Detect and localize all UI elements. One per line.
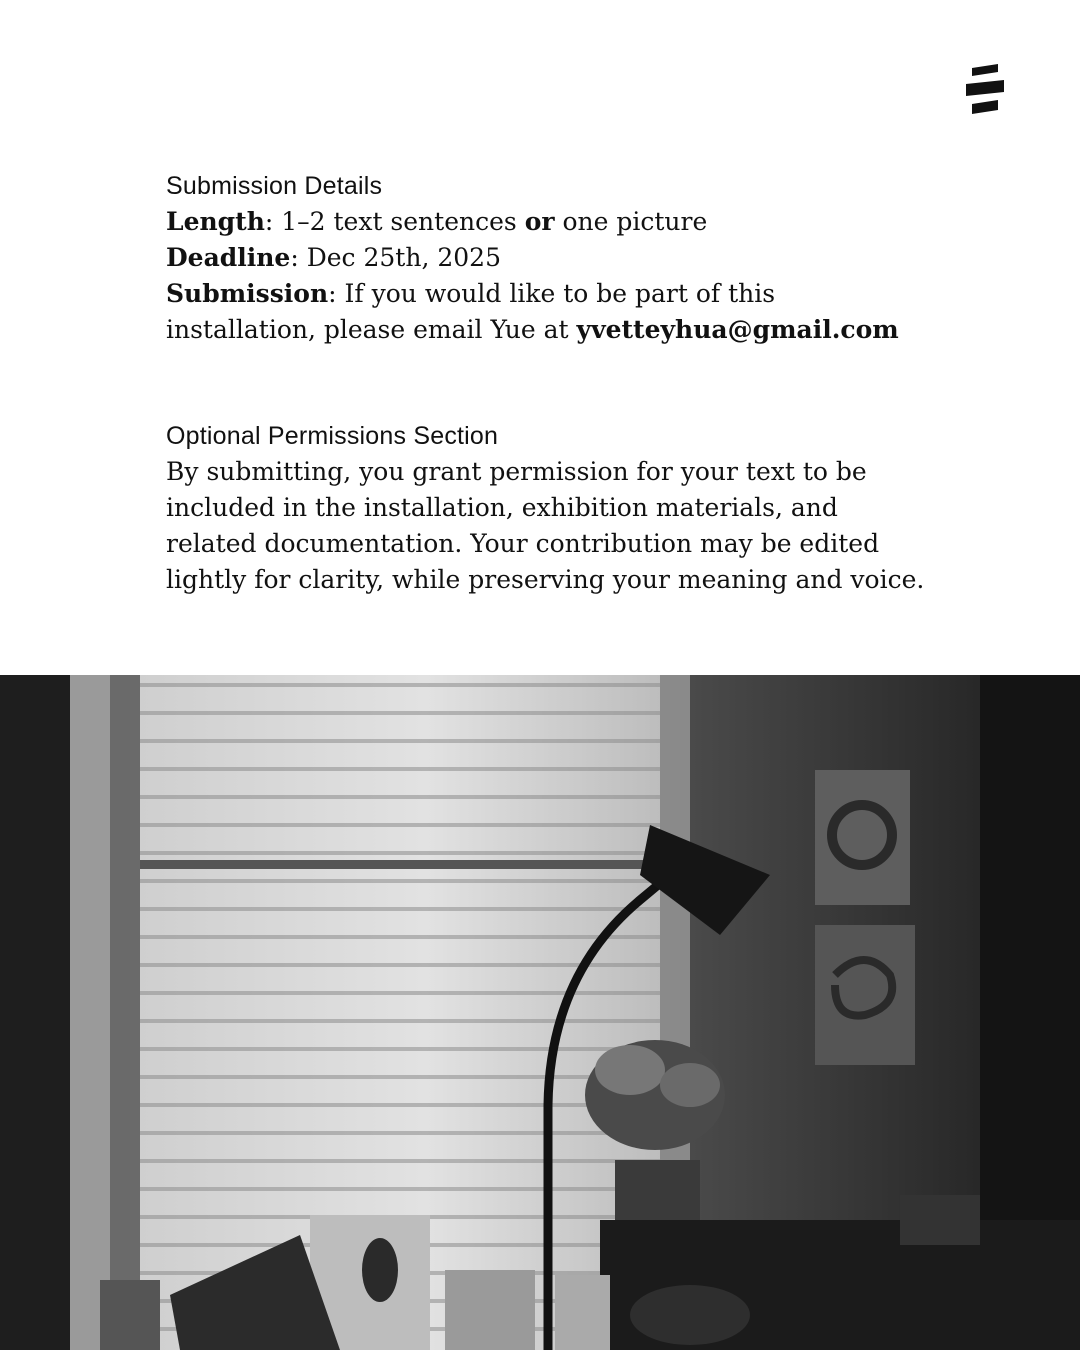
blind-rail [140,860,660,869]
blind-slat [140,823,660,827]
length-text-a: : 1–2 text sentences [264,207,525,236]
submission-label: Submission [166,279,329,308]
length-label: Length [166,207,265,236]
blind-slat [140,1019,660,1023]
blind-slat [140,739,660,743]
blind-slat [140,1187,660,1191]
blind-slat [140,1131,660,1135]
stacked-bars-logo-icon [962,62,1006,116]
submission-line [166,276,926,348]
length-or: or [524,207,555,236]
blind-slat [140,795,660,799]
blind-slat [140,991,660,995]
deadline-text: : Dec 25th, 2025 [290,243,501,272]
length-text-b: one picture [554,207,708,236]
blind-slat [140,683,660,687]
submission-details-heading: Submission Details [166,172,383,200]
deadline-line [166,240,926,276]
blind-slat [140,767,660,771]
email-link[interactable]: yvetteyhua@gmail.com [576,315,899,344]
text-content [166,168,926,598]
blind-slat [140,1103,660,1107]
deadline-label: Deadline [166,243,291,272]
length-line [166,204,926,240]
blind-slat [140,1075,660,1079]
blind-slat [140,851,660,855]
blind-slat [140,1159,660,1163]
blind-slat [140,907,660,911]
window-blinds-lamp-photo [0,675,1080,1350]
permissions-body: By submitting, you grant permission for your text to be included in the installation, exhibition materials, and related documentation. Your contribution may be edited lightly for clarity, while preserving your meaning and voice. [166,457,925,594]
blind-slat [140,935,660,939]
blind-slat [140,1047,660,1051]
submission-text: : If you would like to be part of this installation, please email Yue at [166,279,776,344]
blind-slat [140,879,660,883]
permissions-heading: Optional Permissions Section [166,422,499,450]
blind-slat [140,711,660,715]
